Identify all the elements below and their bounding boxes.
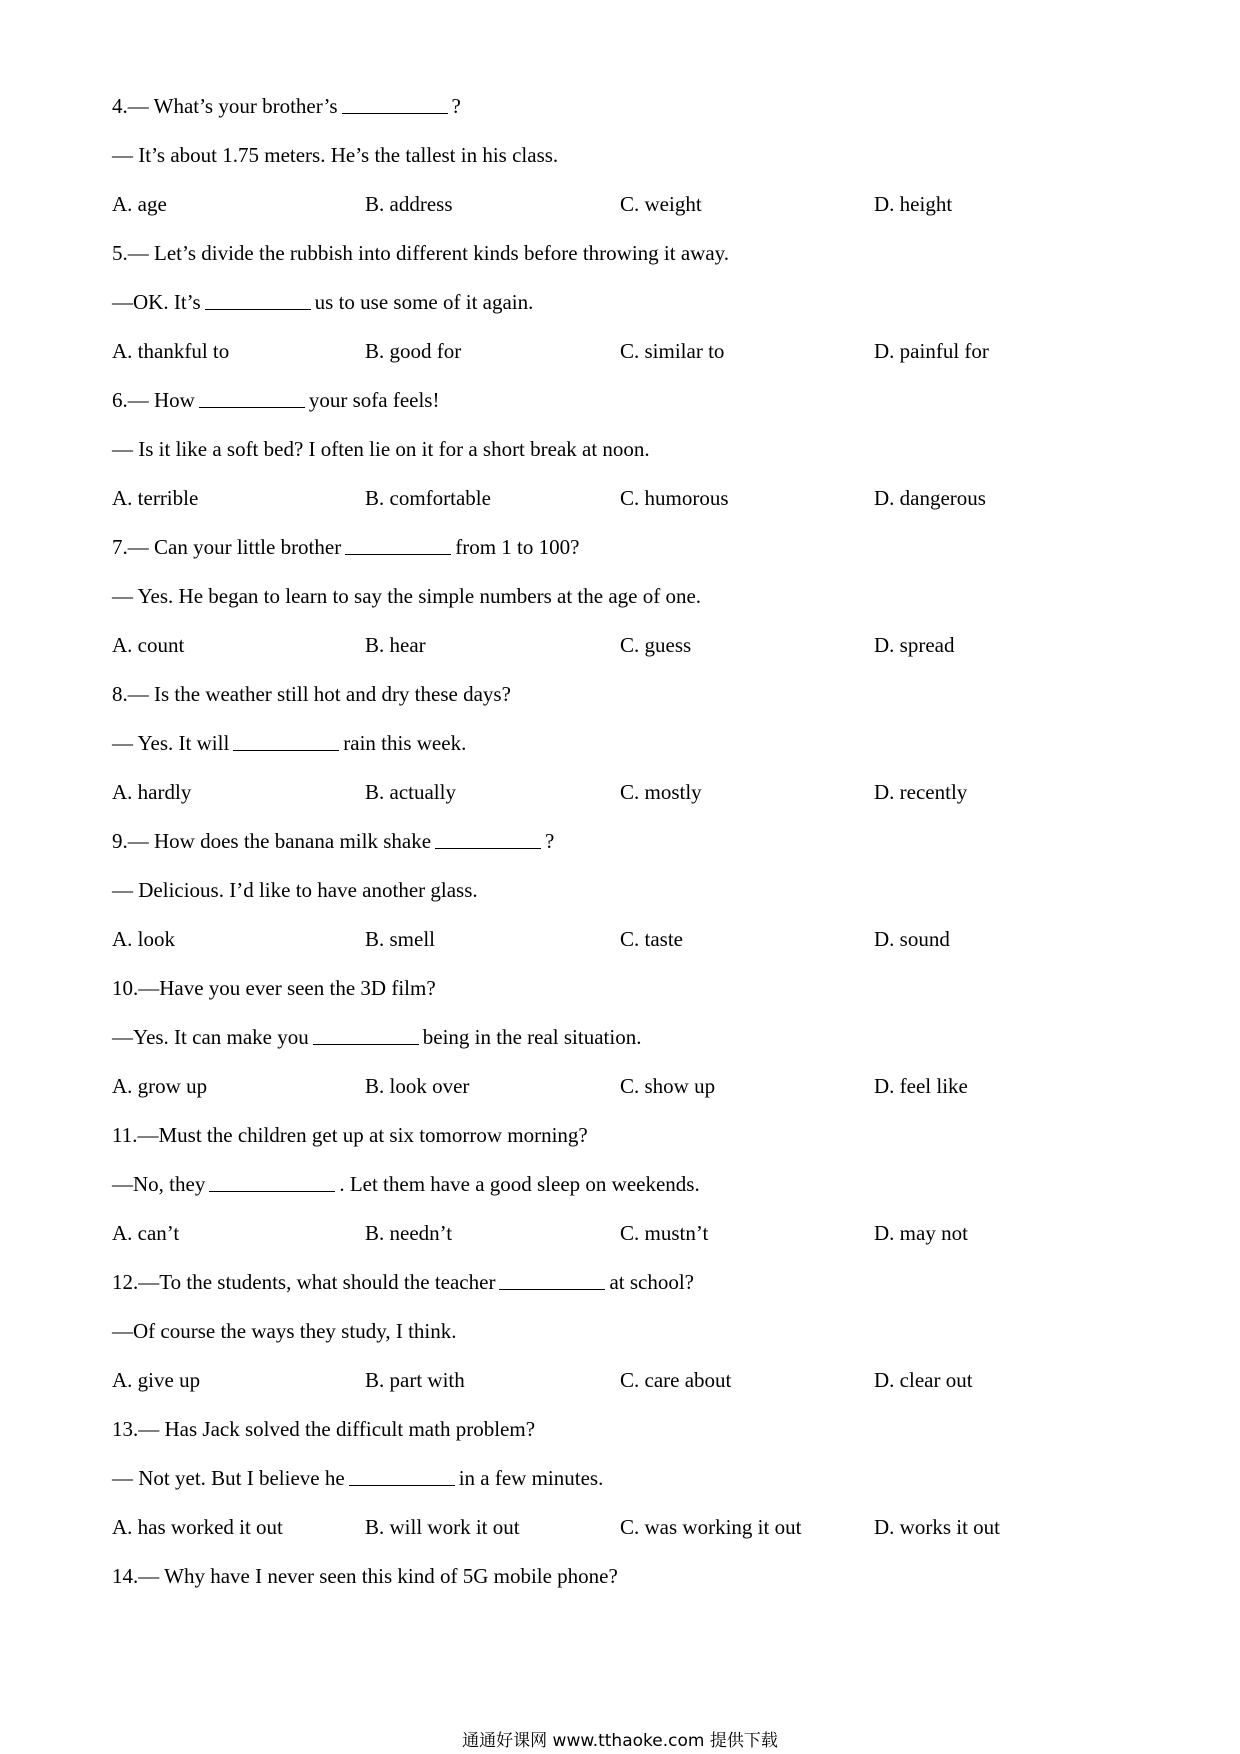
option-a: A. count xyxy=(112,633,185,657)
question-4-prompt: 4.— What’s your brother’s ? xyxy=(112,91,1152,140)
question-14-prompt: 14.— Why have I never seen this kind of 5G mobile phone? xyxy=(112,1564,618,1588)
option-c: C. weight xyxy=(620,192,702,216)
question-7-prompt: 7.— Can your little brother from 1 to 100? xyxy=(112,532,1152,581)
option-a: A. hardly xyxy=(112,780,192,804)
question-5-response: —OK. It’s us to use some of it again. xyxy=(112,287,1152,336)
answer-blank xyxy=(345,532,451,555)
option-c: C. care about xyxy=(620,1368,732,1392)
option-d: D. works it out xyxy=(874,1515,1000,1539)
option-b: B. smell xyxy=(365,927,436,951)
question-4-response: — It’s about 1.75 meters. He’s the tallest in his class. xyxy=(112,143,559,167)
question-12-response: —Of course the ways they study, I think. xyxy=(112,1319,457,1343)
answer-blank xyxy=(199,385,305,408)
option-a: A. thankful to xyxy=(112,339,230,363)
option-b: B. actually xyxy=(365,780,456,804)
answer-blank xyxy=(209,1169,335,1192)
answer-blank xyxy=(205,287,311,310)
option-c: C. was working it out xyxy=(620,1515,802,1539)
option-c: C. taste xyxy=(620,927,683,951)
option-b: B. will work it out xyxy=(365,1515,520,1539)
option-c: C. mustn’t xyxy=(620,1221,709,1245)
option-a: A. give up xyxy=(112,1368,201,1392)
option-a: A. age xyxy=(112,192,167,216)
option-d: D. sound xyxy=(874,927,950,951)
option-b: B. look over xyxy=(365,1074,470,1098)
question-9-response: — Delicious. I’d like to have another glass. xyxy=(112,878,478,902)
question-9-prompt: 9.— How does the banana milk shake ? xyxy=(112,826,1152,875)
option-b: B. comfortable xyxy=(365,486,491,510)
question-12-options xyxy=(112,1365,1152,1414)
option-d: D. spread xyxy=(874,633,955,657)
option-a: A. look xyxy=(112,927,175,951)
answer-blank xyxy=(435,826,541,849)
question-7-response: — Yes. He began to learn to say the simple numbers at the age of one. xyxy=(112,584,702,608)
option-d: D. dangerous xyxy=(874,486,986,510)
page-footer: 通通好课网 www.tthaoke.com 提供下载 xyxy=(462,1731,778,1751)
option-c: C. show up xyxy=(620,1074,716,1098)
question-13-prompt: 13.— Has Jack solved the difficult math problem? xyxy=(112,1417,536,1441)
question-4-options xyxy=(112,189,1152,238)
question-5-options xyxy=(112,336,1152,385)
questions-container xyxy=(112,91,1152,1610)
option-a: A. terrible xyxy=(112,486,199,510)
question-6-options xyxy=(112,483,1152,532)
question-10-response: —Yes. It can make you being in the real situation. xyxy=(112,1022,1152,1071)
question-11-response: —No, they . Let them have a good sleep on weekends. xyxy=(112,1169,1152,1218)
answer-blank xyxy=(313,1022,419,1045)
option-b: B. hear xyxy=(365,633,426,657)
question-11-options xyxy=(112,1218,1152,1267)
option-b: B. address xyxy=(365,192,453,216)
question-5-prompt: 5.— Let’s divide the rubbish into different kinds before throwing it away. xyxy=(112,241,730,265)
question-7-options xyxy=(112,630,1152,679)
option-b: B. needn’t xyxy=(365,1221,453,1245)
answer-blank xyxy=(233,728,339,751)
option-d: D. height xyxy=(874,192,953,216)
answer-blank xyxy=(499,1267,605,1290)
answer-blank xyxy=(349,1463,455,1486)
question-8-response: — Yes. It will rain this week. xyxy=(112,728,1152,777)
answer-blank xyxy=(342,91,448,114)
question-6-response: — Is it like a soft bed? I often lie on it for a short break at noon. xyxy=(112,437,650,461)
question-10-prompt: 10.—Have you ever seen the 3D film? xyxy=(112,976,436,1000)
option-d: D. recently xyxy=(874,780,968,804)
question-12-prompt: 12.—To the students, what should the teacher at school? xyxy=(112,1267,1152,1316)
option-a: A. can’t xyxy=(112,1221,180,1245)
option-a: A. has worked it out xyxy=(112,1515,283,1539)
option-b: B. good for xyxy=(365,339,462,363)
question-9-options xyxy=(112,924,1152,973)
option-b: B. part with xyxy=(365,1368,465,1392)
question-13-response: — Not yet. But I believe he in a few minutes. xyxy=(112,1463,1152,1512)
option-c: C. humorous xyxy=(620,486,729,510)
option-c: C. guess xyxy=(620,633,692,657)
option-d: D. painful for xyxy=(874,339,989,363)
option-d: D. feel like xyxy=(874,1074,968,1098)
question-11-prompt: 11.—Must the children get up at six tomorrow morning? xyxy=(112,1123,588,1147)
question-8-options xyxy=(112,777,1152,826)
option-c: C. mostly xyxy=(620,780,702,804)
question-13-options xyxy=(112,1512,1152,1561)
question-8-prompt: 8.— Is the weather still hot and dry these days? xyxy=(112,682,511,706)
question-10-options xyxy=(112,1071,1152,1120)
option-d: D. clear out xyxy=(874,1368,973,1392)
option-d: D. may not xyxy=(874,1221,968,1245)
option-c: C. similar to xyxy=(620,339,725,363)
option-a: A. grow up xyxy=(112,1074,208,1098)
question-6-prompt: 6.— How your sofa feels! xyxy=(112,385,1152,434)
